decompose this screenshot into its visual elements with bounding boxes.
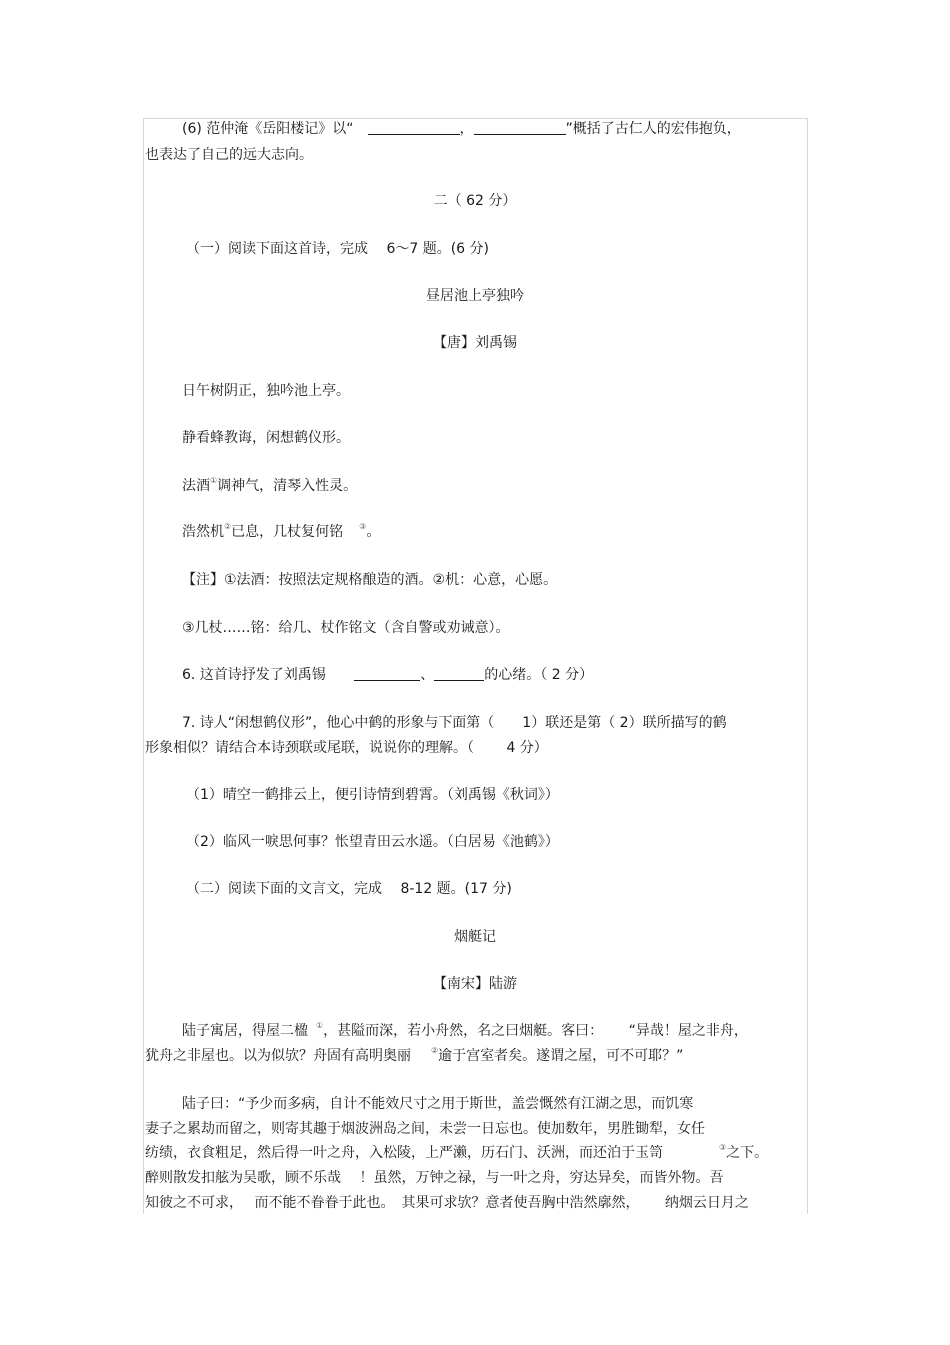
passage-line: 醉则散发扣舷为吴歌，顾不乐哉 ！虽然，万钟之禄，与一叶之舟，穷达异矣，而皆外物。吾 — [145, 1170, 724, 1186]
passage-line: 陆子曰：“予少而多病，自计不能效尺寸之用于斯世，盖尝慨然有江湖之思，而饥寒 — [182, 1096, 694, 1112]
poem-note: ③几杖……铭：给几、杖作铭文（含自警或劝诫意）。 — [182, 620, 510, 636]
section-heading: 二（ 62 分） — [433, 193, 517, 209]
poem-line: 日午树阴正，独吟池上亭。 — [182, 383, 350, 399]
poem-title: 昼居池上亭独吟 — [426, 288, 524, 304]
question-fill-line: (6) 范仲淹《岳阳楼记》以“ ， ”概括了古仁人的宏伟抱负， — [182, 121, 741, 137]
part-intro: （一）阅读下面这首诗，完成 6～7 题。(6 分) — [186, 241, 489, 257]
question-7-cont: 形象相似？请结合本诗颈联或尾联，说说你的理解。（ 4 分） — [145, 740, 548, 756]
answer-blank[interactable] — [434, 666, 484, 681]
poem-author: 【唐】刘禹锡 — [433, 335, 517, 351]
question-fill-line2: 也表达了自己的远大志向。 — [145, 147, 313, 163]
footnote-marker: ① — [210, 476, 218, 485]
passage-line: 纺绩，衣食粗足，然后得一叶之舟，入松陵，上严濑，历石门、沃洲，而还泊于玉笥 ③之下。 — [145, 1143, 769, 1161]
passage-line: 犹舟之非屋也。以为似欤？舟固有高明奥丽 ②逾于宫室者矣。遂谓之屋，可不可耶？” — [145, 1046, 684, 1064]
footnote-marker: ① — [316, 1021, 324, 1030]
part-intro: （二）阅读下面的文言文，完成 8-12 题。(17 分) — [186, 881, 512, 897]
poem-line: 法酒①调神气，清琴入性灵。 — [182, 476, 358, 494]
question-7: 7. 诗人“闲想鹤仪形”，他心中鹤的形象与下面第（ 1）联还是第（ 2）联所描写的鹤 — [182, 715, 727, 731]
passage-line: 陆子寓居，得屋二楹 ①，甚隘而深，若小舟然，名之曰烟艇。客曰： “异哉！屋之非舟， — [182, 1021, 748, 1039]
footnote-marker: ② — [431, 1046, 439, 1055]
poem-line: 静看蜂教诲，闲想鹤仪形。 — [182, 430, 350, 446]
passage-line: 知彼之不可求， 而不能不眷眷于此也。 其果可求欤？意者使吾胸中浩然廓然， 纳烟云日月之 — [145, 1195, 749, 1211]
poem-note: 【注】①法酒：按照法定规格酿造的酒。②机：心意，心愿。 — [182, 572, 558, 588]
answer-blank[interactable] — [474, 120, 566, 135]
answer-blank[interactable] — [354, 666, 420, 681]
passage-line: 妻子之累劫而留之，则寄其趣于烟波洲岛之间，未尝一日忘也。使加数年，男胜锄犁，女任 — [145, 1121, 705, 1137]
question-6: 6. 这首诗抒发了刘禹锡 、 的心绪。（ 2 分） — [182, 667, 594, 683]
poem-line: 浩然机②已息，几杖复何铭 ③。 — [182, 522, 381, 540]
answer-blank[interactable] — [368, 120, 460, 135]
reference-poem: （1）晴空一鹤排云上，便引诗情到碧霄。（刘禹锡《秋词》） — [186, 787, 559, 803]
text-title: 烟艇记 — [454, 929, 496, 945]
text-author: 【南宋】陆游 — [433, 976, 517, 992]
footnote-marker: ③ — [719, 1143, 727, 1152]
reference-poem: （2）临风一唳思何事？怅望青田云水遥。（白居易《池鹤》） — [186, 834, 559, 850]
footnote-marker: ③ — [359, 522, 367, 531]
footnote-marker: ② — [224, 522, 232, 531]
